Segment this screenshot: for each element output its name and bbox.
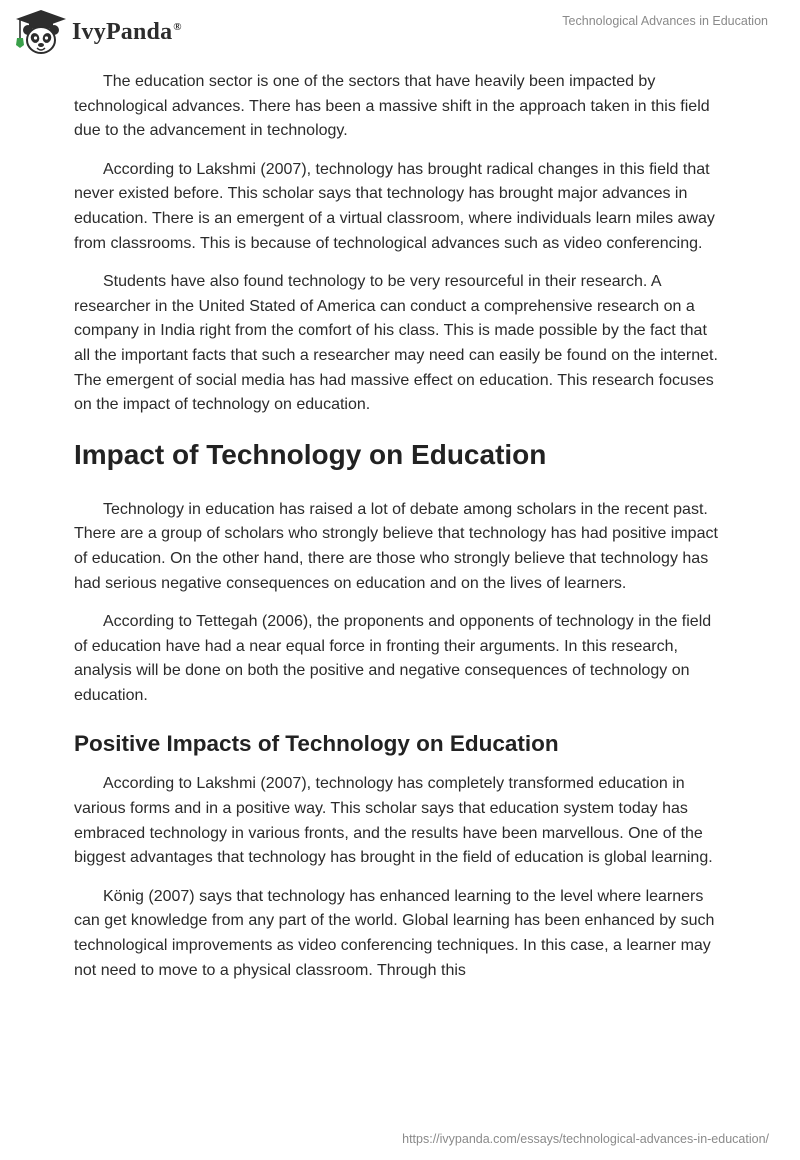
heading-impact: Impact of Technology on Education (74, 438, 547, 470)
brand-name: IvyPanda® (72, 18, 182, 45)
page-header (0, 0, 800, 60)
source-url[interactable]: https://ivypanda.com/essays/technological-advances-in-education/ (402, 1132, 769, 1146)
brand-logo[interactable] (14, 8, 182, 56)
essay-body (74, 70, 724, 997)
paragraph-impact-1: Technology in education has raised a lot of debate among scholars in the recent past. There are a group of scholars who strongly believe that technology has had positive impact of education. On the other hand, there are those who strongly believe that technology has had serious negative consequences on education and on the lives of learners. (74, 500, 718, 592)
panda-graduation-cap-icon (14, 8, 68, 56)
paragraph-impact-2: According to Tettegah (2006), the proponents and opponents of technology in the field of education have had a near equal force in fronting their arguments. In this research, analysis will be done on both the positive and negative consequences of technology on education. (74, 613, 712, 704)
paragraph-positive-1: According to Lakshmi (2007), technology has completely transformed education in various forms and in a positive way. This scholar says that education system today has embraced technology in various fronts, and the results have been marvellous. One of the biggest advantages that technology has brought in the field of education is global learning. (74, 775, 713, 867)
paragraph-intro-3: Students have also found technology to be very resourceful in their research. A researcher in the United Stated of America can conduct a comprehensive research on a company in India right from the comfort of his class. This is made possible by the fact that all the important facts that such a researcher may need can easily be found on the internet. The emergent of social media has had massive effect on education. This research focuses on the impact of technology on education. (74, 273, 718, 414)
paragraph-positive-2: König (2007) says that technology has enhanced learning to the level where learners can get knowledge from any part of the world. Global learning has been enhanced by such technological improvements as video conferencing techniques. In this case, a learner may not need to move to a physical classroom. Through this (74, 887, 715, 979)
document-title: Technological Advances in Education (562, 14, 768, 28)
paragraph-intro-1: The education sector is one of the sectors that have heavily been impacted by technological advances. There has been a massive shift in the approach taken in this field due to the advancement in technology. (74, 73, 710, 140)
brand-registered-mark: ® (173, 20, 182, 33)
heading-positive: Positive Impacts of Technology on Education (74, 731, 559, 757)
paragraph-intro-2: According to Lakshmi (2007), technology has brought radical changes in this field that never existed before. This scholar says that technology has brought major advances in education. There is an emergent of a virtual classroom, where individuals learn miles away from classrooms. This is because of technological advances such as video conferencing. (74, 160, 715, 252)
